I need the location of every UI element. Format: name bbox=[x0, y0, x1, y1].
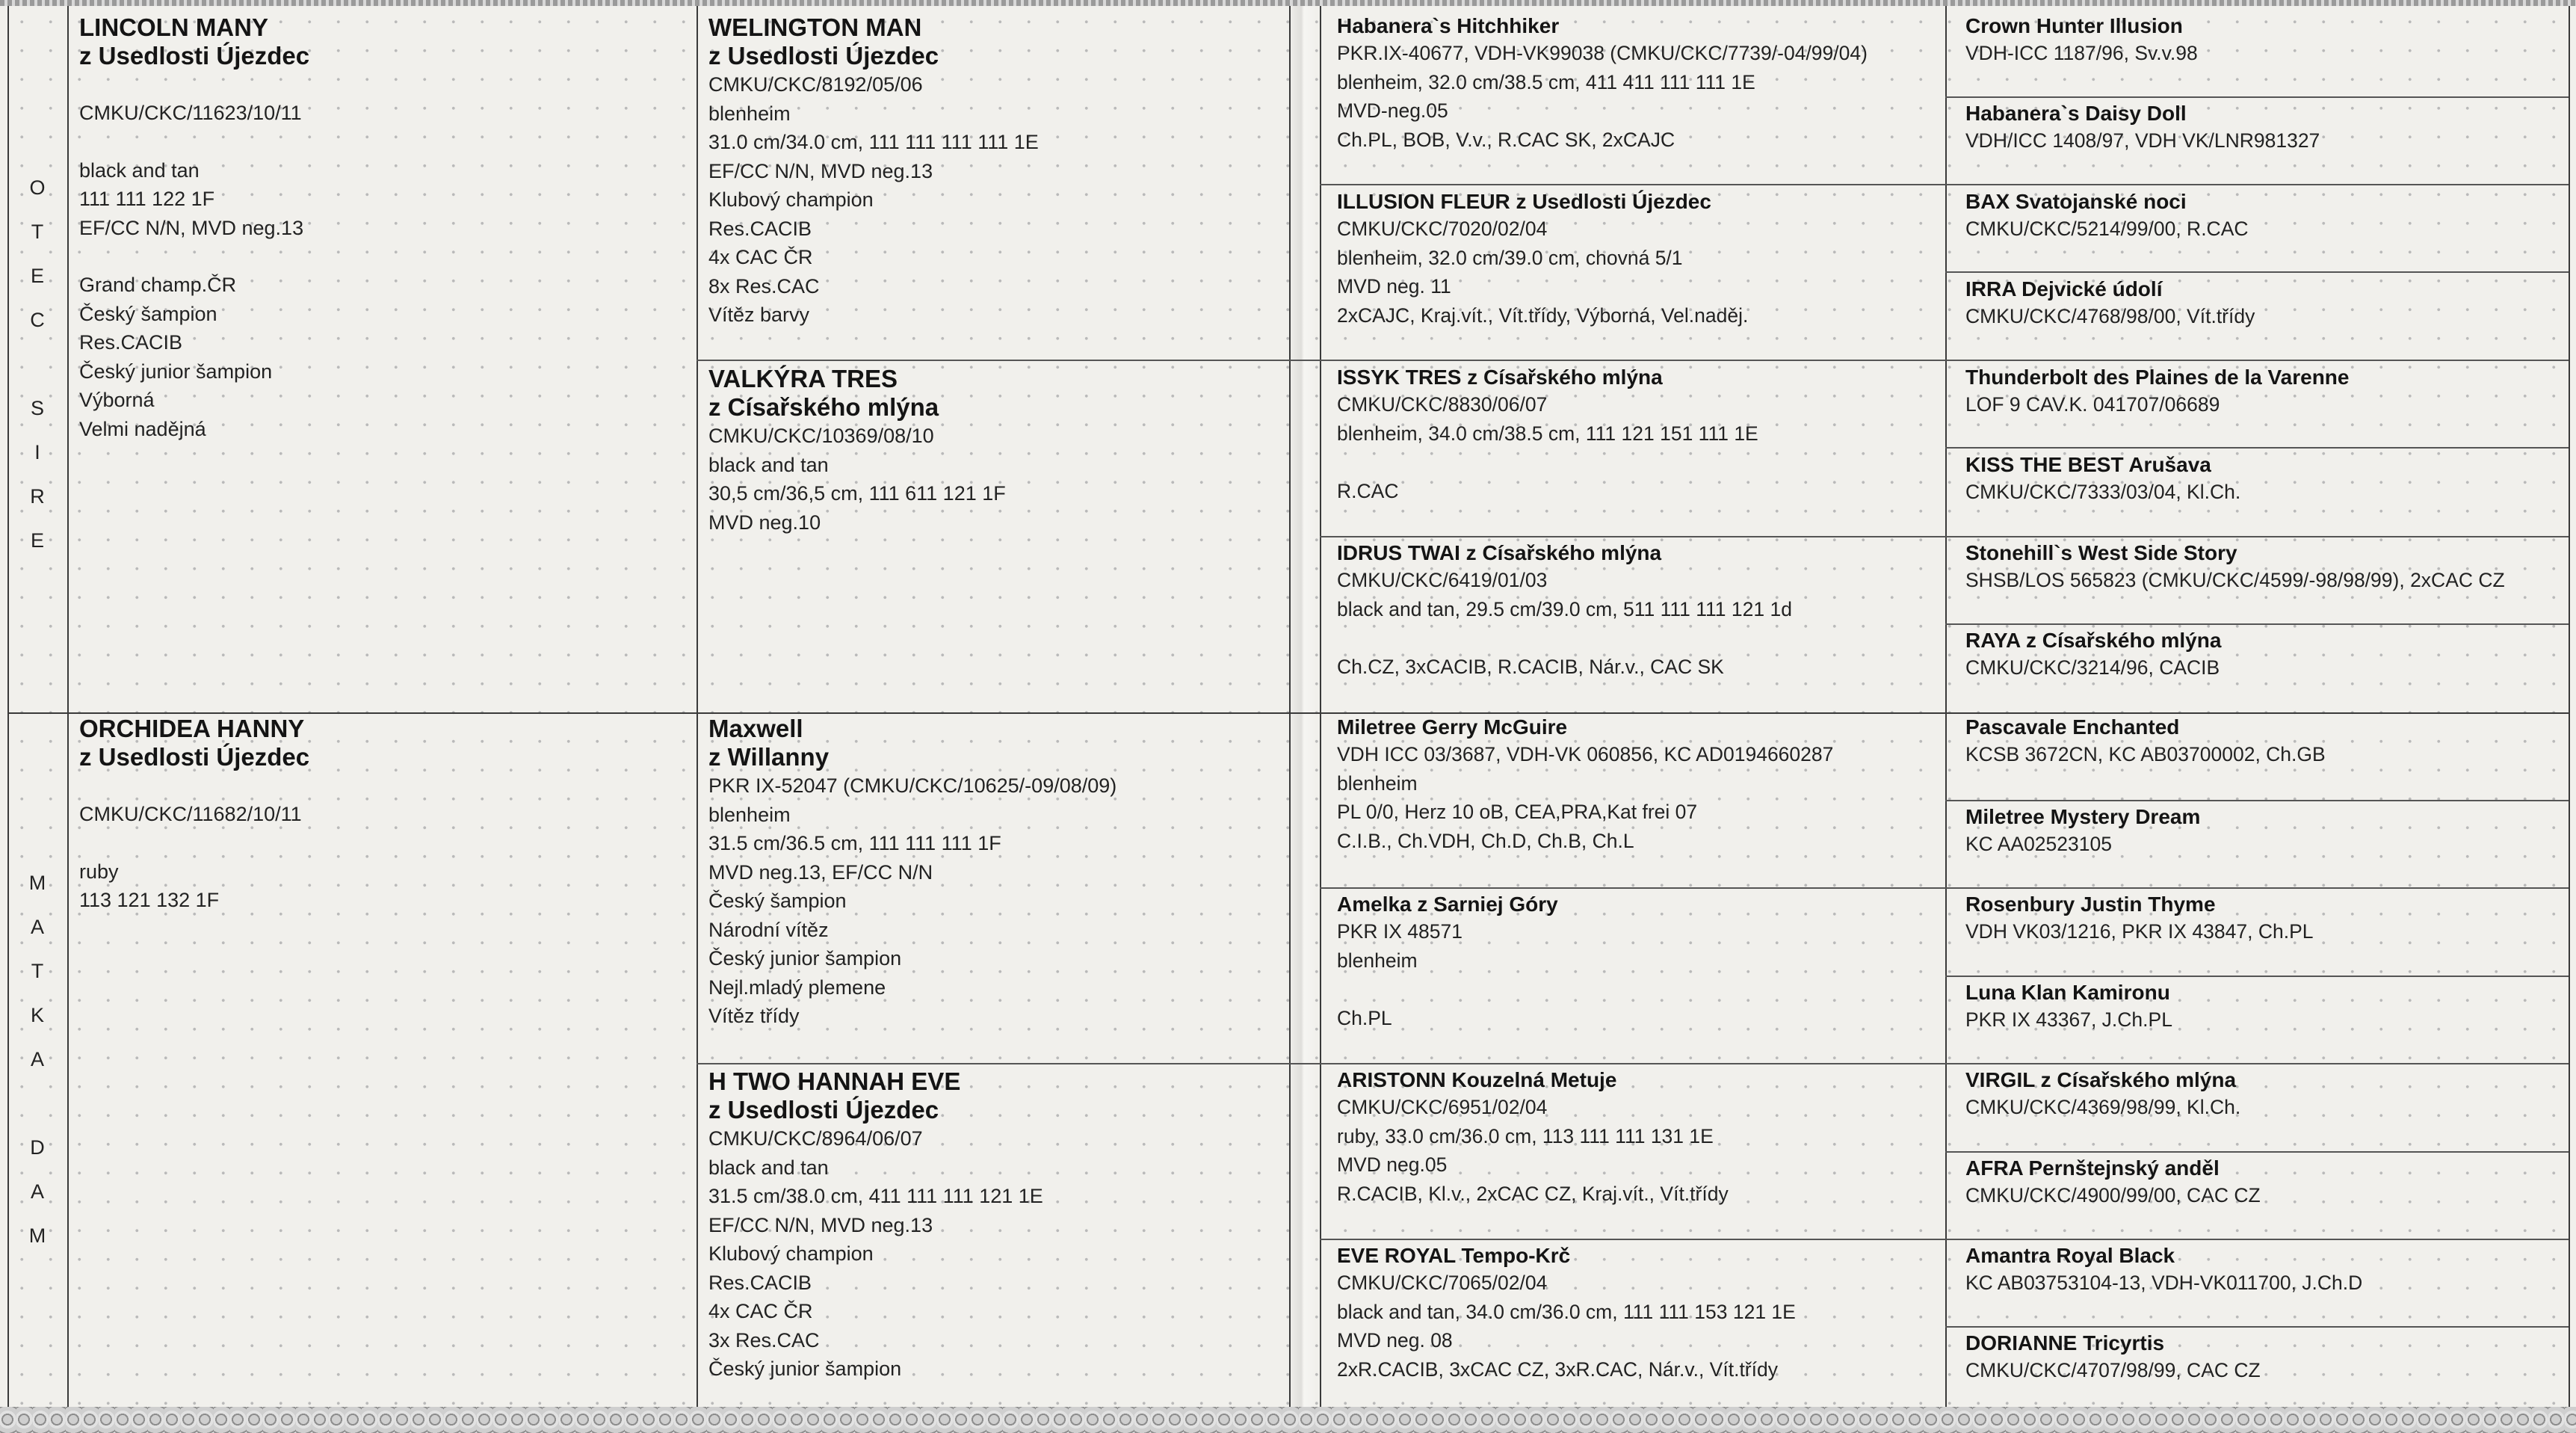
gen4-name: Pascavale Enchanted bbox=[1965, 715, 2180, 739]
gen2-detail: black and tan bbox=[708, 453, 829, 476]
sire-detail: 111 111 122 1F bbox=[79, 188, 215, 210]
gen2-detail: 4x CAC ČR bbox=[708, 1300, 813, 1322]
gen3-cell bbox=[1337, 540, 1939, 681]
gen2-name: Maxwell z Willanny bbox=[708, 715, 830, 771]
grid-line bbox=[1945, 1239, 2569, 1240]
gen4-cell bbox=[1965, 365, 2563, 419]
gen2-detail: black and tan bbox=[708, 1156, 829, 1179]
gen2-detail: Český junior šampion bbox=[708, 1358, 902, 1380]
paper-fold bbox=[1288, 6, 1317, 1407]
gen2-detail: Vítěz třídy bbox=[708, 1005, 800, 1027]
gen2-name: WELINGTON MAN z Usedlosti Újezdec bbox=[708, 13, 939, 70]
gen3-cell bbox=[1337, 365, 1939, 505]
sire-title: Výborná bbox=[79, 389, 155, 411]
bottom-border bbox=[0, 1407, 2576, 1433]
gen4-detail: LOF 9 CAV.K. 041707/06689 bbox=[1965, 393, 2220, 416]
gen4-name: IRRA Dejvické údolí bbox=[1965, 277, 2163, 301]
gen3-cell bbox=[1337, 715, 1939, 855]
gen2-detail: MVD neg.10 bbox=[708, 511, 821, 534]
grid-line bbox=[1945, 800, 2569, 801]
gen4-cell bbox=[1965, 189, 2563, 244]
grid-line bbox=[1945, 271, 2569, 273]
side-label-dam: M A T K A D A M bbox=[28, 872, 46, 1247]
top-border bbox=[0, 0, 2576, 6]
gen3-name: ISSYK TRES z Císařského mlýna bbox=[1337, 366, 1663, 389]
gen4-detail: VDH VK03/1216, PKR IX 43847, Ch.PL bbox=[1965, 920, 2314, 943]
gen2-detail: Národní vítěz bbox=[708, 918, 829, 941]
dam-name: ORCHIDEA HANNY z Usedlosti Újezdec bbox=[79, 715, 310, 771]
gen4-detail: PKR IX 43367, J.Ch.PL bbox=[1965, 1008, 2172, 1031]
gen3-detail: CMKU/CKC/6951/02/04 bbox=[1337, 1096, 1548, 1118]
gen3-detail: blenheim, 34.0 cm/38.5 cm, 111 121 151 111 1E bbox=[1337, 422, 1758, 445]
gen4-cell bbox=[1965, 715, 2563, 769]
gen3-name: Miletree Gerry McGuire bbox=[1337, 715, 1568, 739]
grid-line bbox=[1945, 6, 1947, 1407]
grid-line bbox=[696, 6, 698, 1407]
sire-name: LINCOLN MANY z Usedlosti Újezdec bbox=[79, 13, 310, 70]
gen3-detail: Ch.PL, BOB, V.v., R.CAC SK, 2xCAJC bbox=[1337, 128, 1675, 151]
gen4-name: Stonehill`s West Side Story bbox=[1965, 541, 2237, 564]
grid-line bbox=[1945, 184, 2569, 185]
grid-line bbox=[1320, 6, 1321, 1407]
dam-detail: ruby bbox=[79, 860, 119, 883]
gen2-cell bbox=[708, 1067, 1284, 1384]
gen3-detail: CMKU/CKC/6419/01/03 bbox=[1337, 569, 1548, 591]
gen3-detail bbox=[1337, 448, 1939, 477]
grid-line bbox=[1289, 6, 1291, 1407]
gen2-detail: EF/CC N/N, MVD neg.13 bbox=[708, 159, 933, 182]
gen4-cell bbox=[1965, 452, 2563, 507]
gen3-name: ILLUSION FLEUR z Usedlosti Újezdec bbox=[1337, 190, 1711, 213]
grid-line bbox=[1945, 447, 2569, 449]
dam-detail: 113 121 132 1F bbox=[79, 889, 220, 911]
gen4-detail: SHSB/LOS 565823 (CMKU/CKC/4599/-98/98/99), 2xCAC CZ bbox=[1965, 569, 2505, 591]
gen3-detail: black and tan, 29.5 cm/39.0 cm, 511 111 111 121 1d bbox=[1337, 597, 1792, 620]
gen3-detail: Ch.CZ, 3xCACIB, R.CACIB, Nár.v., CAC SK bbox=[1337, 655, 1724, 678]
gen3-detail: 2xCAJC, Kraj.vít., Vít.třídy, Výborná, Vel.naděj. bbox=[1337, 303, 1749, 327]
gen3-detail: Ch.PL bbox=[1337, 1006, 1392, 1029]
gen2-detail: PKR IX-52047 (CMKU/CKC/10625/-09/08/09) bbox=[708, 774, 1117, 797]
grid-line bbox=[1945, 623, 2569, 625]
gen4-detail: KC AA02523105 bbox=[1965, 833, 2112, 855]
gen3-detail: PKR IX 48571 bbox=[1337, 920, 1462, 943]
gen4-cell bbox=[1965, 1331, 2563, 1385]
gen2-detail: CMKU/CKC/10369/08/10 bbox=[708, 425, 934, 447]
gen2-detail: 31.5 cm/36.5 cm, 111 111 111 1F bbox=[708, 832, 1001, 854]
gen4-cell bbox=[1965, 980, 2563, 1035]
sire-title: Res.CACIB bbox=[79, 331, 183, 354]
gen3-name: EVE ROYAL Tempo-Krč bbox=[1337, 1244, 1571, 1267]
sire-cell bbox=[79, 13, 685, 443]
gen4-cell bbox=[1965, 628, 2563, 682]
gen3-detail: blenheim bbox=[1337, 771, 1418, 795]
gen2-cell bbox=[708, 365, 1284, 537]
gen3-detail: MVD neg. 08 bbox=[1337, 1329, 1453, 1352]
side-label-sire: O T E C S I R E bbox=[29, 176, 46, 552]
gen3-detail: CMKU/CKC/8830/06/07 bbox=[1337, 393, 1548, 416]
gen3-name: Habanera`s Hitchhiker bbox=[1337, 14, 1560, 37]
grid-line bbox=[1945, 360, 2569, 361]
gen3-name: IDRUS TWAI z Císařského mlýna bbox=[1337, 541, 1662, 564]
gen4-name: BAX Svatojanské noci bbox=[1965, 190, 2187, 213]
gen4-detail: CMKU/CKC/5214/99/00, R.CAC bbox=[1965, 218, 2249, 240]
gen3-cell bbox=[1337, 892, 1939, 1032]
gen2-detail: 30,5 cm/36,5 cm, 111 611 121 1F bbox=[708, 482, 1006, 505]
gen4-cell bbox=[1965, 1067, 2563, 1122]
gen2-detail: blenheim bbox=[708, 803, 791, 826]
gen3-detail: PL 0/0, Herz 10 oB, CEA,PRA,Kat frei 07 bbox=[1337, 801, 1698, 823]
gen2-detail: Vítěz barvy bbox=[708, 303, 810, 326]
dam-cell bbox=[79, 715, 685, 915]
grid-line bbox=[1320, 184, 1945, 185]
gen4-name: Amantra Royal Black bbox=[1965, 1244, 2175, 1267]
gen3-detail: MVD neg.05 bbox=[1337, 1153, 1448, 1176]
sire-title: Velmi nadějná bbox=[79, 417, 206, 440]
gen3-detail: CMKU/CKC/7065/02/04 bbox=[1337, 1272, 1548, 1294]
gen3-detail: VDH ICC 03/3687, VDH-VK 060856, KC AD0194660287 bbox=[1337, 743, 1834, 765]
grid-line bbox=[1945, 1151, 2569, 1153]
gen4-detail: CMKU/CKC/4369/98/99, Kl.Ch. bbox=[1965, 1096, 2241, 1118]
gen4-name: Crown Hunter Illusion bbox=[1965, 14, 2183, 37]
gen4-cell bbox=[1965, 13, 2563, 68]
gen4-detail: KC AB03753104-13, VDH-VK011700, J.Ch.D bbox=[1965, 1272, 2363, 1294]
dam-registration: CMKU/CKC/11682/10/11 bbox=[79, 803, 302, 825]
grid-line bbox=[67, 6, 69, 1407]
gen3-detail: R.CAC bbox=[1337, 479, 1399, 502]
gen4-name: Rosenbury Justin Thyme bbox=[1965, 893, 2216, 916]
gen4-name: KISS THE BEST Arušava bbox=[1965, 453, 2211, 476]
grid-line bbox=[2569, 6, 2570, 1407]
gen3-cell bbox=[1337, 189, 1939, 330]
sire-title: Český šampion bbox=[79, 302, 217, 325]
gen2-detail: MVD neg.13, EF/CC N/N bbox=[708, 860, 933, 884]
gen3-detail: R.CACIB, Kl.v., 2xCAC CZ, Kraj.vít., Vít.třídy bbox=[1337, 1182, 1729, 1205]
gen4-detail: CMKU/CKC/4768/98/00, Vít.třídy bbox=[1965, 305, 2255, 327]
gen4-name: VIRGIL z Císařského mlýna bbox=[1965, 1068, 2237, 1091]
gen4-name: AFRA Pernštejnský anděl bbox=[1965, 1156, 2220, 1180]
gen2-detail: blenheim bbox=[708, 102, 791, 125]
gen3-detail: MVD-neg.05 bbox=[1337, 99, 1448, 122]
gen2-detail: Klubový champion bbox=[708, 1242, 874, 1265]
gen2-detail: Res.CACIB bbox=[708, 217, 812, 240]
gen4-name: Habanera`s Daisy Doll bbox=[1965, 102, 2187, 125]
gen2-detail: Nejl.mladý plemene bbox=[708, 976, 886, 999]
gen4-cell bbox=[1965, 1243, 2563, 1298]
gen3-detail: black and tan, 34.0 cm/36.0 cm, 111 111 153 121 1E bbox=[1337, 1300, 1796, 1323]
gen4-cell bbox=[1965, 892, 2563, 946]
gen3-detail: PKR.IX-40677, VDH-VK99038 (CMKU/CKC/7739/-04/99/04) bbox=[1337, 42, 1868, 64]
gen4-detail: CMKU/CKC/7333/03/04, Kl.Ch. bbox=[1965, 481, 2241, 503]
gen3-detail bbox=[1337, 623, 1939, 653]
grid-line bbox=[1945, 96, 2569, 98]
grid-line bbox=[1945, 887, 2569, 889]
gen4-detail: CMKU/CKC/3214/96, CACIB bbox=[1965, 656, 2220, 679]
gen2-cell bbox=[708, 715, 1284, 1031]
gen4-cell bbox=[1965, 277, 2563, 331]
sire-title: Český junior šampion bbox=[79, 360, 273, 383]
gen3-cell bbox=[1337, 1067, 1939, 1208]
grid-line bbox=[1945, 1326, 2569, 1328]
gen3-name: ARISTONN Kouzelná Metuje bbox=[1337, 1068, 1617, 1091]
gen3-cell bbox=[1337, 13, 1939, 154]
grid-line bbox=[1945, 1063, 2569, 1064]
grid-line bbox=[7, 712, 2569, 714]
gen3-detail: ruby, 33.0 cm/36.0 cm, 113 111 111 131 1E bbox=[1337, 1124, 1714, 1147]
gen4-cell bbox=[1965, 1156, 2563, 1210]
gen4-detail: CMKU/CKC/4707/98/99, CAC CZ bbox=[1965, 1359, 2261, 1381]
gen4-name: Miletree Mystery Dream bbox=[1965, 805, 2201, 828]
gen3-detail bbox=[1337, 975, 1939, 1004]
gen2-detail: CMKU/CKC/8192/05/06 bbox=[708, 73, 923, 96]
gen4-detail: VDH/ICC 1408/97, VDH VK/LNR981327 bbox=[1965, 129, 2320, 152]
gen2-detail: 3x Res.CAC bbox=[708, 1328, 820, 1352]
gen4-name: RAYA z Císařského mlýna bbox=[1965, 629, 2222, 652]
gen2-name: VALKÝRA TRES z Císařského mlýna bbox=[708, 365, 939, 421]
sire-detail: EF/CC N/N, MVD neg.13 bbox=[79, 216, 304, 239]
gen3-detail: blenheim, 32.0 cm/39.0 cm, chovná 5/1 bbox=[1337, 246, 1683, 269]
gen2-detail: Klubový champion bbox=[708, 188, 874, 211]
gen3-detail: C.I.B., Ch.VDH, Ch.D, Ch.B, Ch.L bbox=[1337, 829, 1634, 852]
gen4-name: Luna Klan Kamironu bbox=[1965, 981, 2170, 1004]
gen2-detail: Český junior šampion bbox=[708, 947, 902, 970]
gen4-cell bbox=[1965, 101, 2563, 155]
gen2-detail: Res.CACIB bbox=[708, 1271, 812, 1294]
grid-line bbox=[1945, 976, 2569, 977]
gen4-cell bbox=[1965, 540, 2563, 595]
gen3-detail: CMKU/CKC/7020/02/04 bbox=[1337, 218, 1548, 240]
gen3-detail: blenheim bbox=[1337, 949, 1418, 972]
gen4-cell bbox=[1965, 804, 2563, 859]
gen4-name: DORIANNE Tricyrtis bbox=[1965, 1331, 2165, 1355]
sire-title: Grand champ.ČR bbox=[79, 274, 237, 296]
gen3-detail: MVD neg. 11 bbox=[1337, 275, 1451, 298]
gen2-detail: 4x CAC ČR bbox=[708, 246, 813, 268]
gen4-detail: KCSB 3672CN, KC AB03700002, Ch.GB bbox=[1965, 743, 2326, 765]
gen2-detail: 31.5 cm/38.0 cm, 411 111 111 121 1E bbox=[708, 1185, 1043, 1207]
gen2-detail: 31.0 cm/34.0 cm, 111 111 111 111 1E bbox=[708, 131, 1039, 153]
gen2-detail: 8x Res.CAC bbox=[708, 274, 820, 298]
grid-line bbox=[1945, 536, 2569, 537]
gen3-detail: 2xR.CACIB, 3xCAC CZ, 3xR.CAC, Nár.v., Vít.třídy bbox=[1337, 1358, 1778, 1381]
sire-registration: CMKU/CKC/11623/10/11 bbox=[79, 102, 302, 124]
gen2-detail: CMKU/CKC/8964/06/07 bbox=[708, 1127, 923, 1150]
gen4-detail: VDH-ICC 1187/96, Sv.v.98 bbox=[1965, 42, 2198, 64]
gen3-cell bbox=[1337, 1243, 1939, 1384]
gen2-name: H TWO HANNAH EVE z Usedlosti Újezdec bbox=[708, 1067, 961, 1124]
sire-detail: black and tan bbox=[79, 158, 200, 182]
gen2-cell bbox=[708, 13, 1284, 330]
gen2-detail: EF/CC N/N, MVD neg.13 bbox=[708, 1213, 933, 1236]
gen3-name: Amelka z Sarniej Góry bbox=[1337, 893, 1558, 916]
gen3-detail: blenheim, 32.0 cm/38.5 cm, 411 411 111 111 1E bbox=[1337, 70, 1755, 93]
gen4-name: Thunderbolt des Plaines de la Varenne bbox=[1965, 366, 2350, 389]
gen4-detail: CMKU/CKC/4900/99/00, CAC CZ bbox=[1965, 1184, 2261, 1207]
gen2-detail: Český šampion bbox=[708, 890, 847, 912]
